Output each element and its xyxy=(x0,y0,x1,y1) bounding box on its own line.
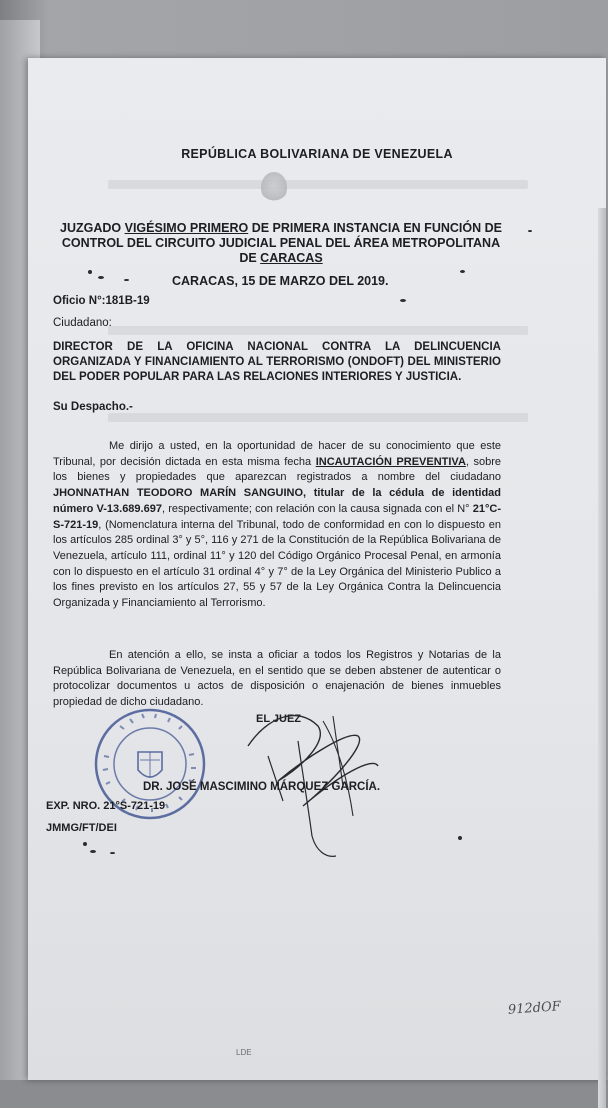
ink-speck xyxy=(90,850,96,853)
coat-of-arms-icon xyxy=(261,172,287,202)
judge-signature xyxy=(208,686,408,866)
handwritten-note: 912dOF xyxy=(507,999,562,1018)
document-date: CARACAS, 15 DE MARZO DEL 2019. xyxy=(172,274,389,288)
bleed-through-line xyxy=(108,180,528,189)
footer-mark: LDE xyxy=(236,1048,252,1057)
judge-name: DR. JOSÉ MASCIMINO MÁRQUEZ GARCÍA. xyxy=(143,781,381,793)
document-header: REPÚBLICA BOLIVARIANA DE VENEZUELA xyxy=(181,147,453,161)
recipient: DIRECTOR DE LA OFICINA NACIONAL CONTRA LA DELINCUENCIA ORGANIZADA Y FINANCIAMIENTO AL TERRORISMO (ONDOFT) DEL MINISTERIO DEL PODER POPULAR PARA LAS RELACIONES INTERIORES Y JUSTICIA. xyxy=(53,341,501,383)
ink-speck xyxy=(83,842,87,846)
ink-speck xyxy=(110,852,115,854)
ink-speck xyxy=(528,230,532,232)
court-name: JUZGADO VIGÉSIMO PRIMERO DE PRIMERA INSTANCIA EN FUNCIÓN DE CONTROL DEL CIRCUITO JUDICIAL PENAL DEL ÁREA METROPOLITANA DE CARACAS xyxy=(60,221,502,265)
body-paragraph-2: En atención a ello, se insta a oficiar a todos los Registros y Notarias de la República Bolivariana de Venezuela, en el sentido que se deben abstener de autenticar o protocolizar documentos u actos de disposición o enajenación de bienes inmuebles propiedad de dicho ciudadano. xyxy=(53,649,501,709)
document-page xyxy=(28,58,606,1080)
expedient-number: EXP. NRO. 21°S-721-19 xyxy=(46,800,166,812)
stacked-page-edge xyxy=(598,208,606,1108)
ink-speck xyxy=(400,299,406,302)
body-paragraph-1: Me dirijo a usted, en la oportunidad de hacer de su conocimiento que este Tribunal, por decisión dictada en esta misma fecha INCAUTACIÓN PREVENTIVA, sobre los bienes y propiedades que aparezcan registrados a nombre del ciudadano JHONNATHAN TEODORO MARÍN SANGUINO, titular de la cédula de identidad número V-13.689.697, respectivamente; con relación con la causa signada con el N° 21°C- S-721-19, (Nomenclatura interna del Tribunal, todo de conformidad en con lo dispuesto en los artículos 285 ordinal 3° y 5°, 116 y 271 de la Constitución de la República Bolivariana de Venezuela, artículo 111, ordinal 11° y 120 del Código Orgánico Procesal Penal, en armonía con lo dispuesto en el artículo 31 ordinal 4° y 7° de la Ley Orgánica del Ministerio Publico a los fines previsto en los artículos 27, 55 y 57 de la Ley Orgánica Contra la Delincuencia Organizada y Financiamiento al Terrorismo. xyxy=(53,440,502,610)
bleed-through-line xyxy=(108,413,528,422)
despacho-line: Su Despacho.- xyxy=(53,401,133,413)
salutation: Ciudadano: xyxy=(53,317,112,329)
ink-speck xyxy=(88,270,92,274)
ink-speck xyxy=(460,270,465,273)
judge-label: EL JUEZ xyxy=(256,713,302,725)
ink-speck xyxy=(98,276,104,279)
ink-speck xyxy=(124,279,129,281)
ink-speck xyxy=(458,836,462,840)
oficio-number: Oficio N°:181B-19 xyxy=(53,295,150,307)
bleed-through-line xyxy=(108,326,528,335)
initials: JMMG/FT/DEI xyxy=(46,822,117,834)
